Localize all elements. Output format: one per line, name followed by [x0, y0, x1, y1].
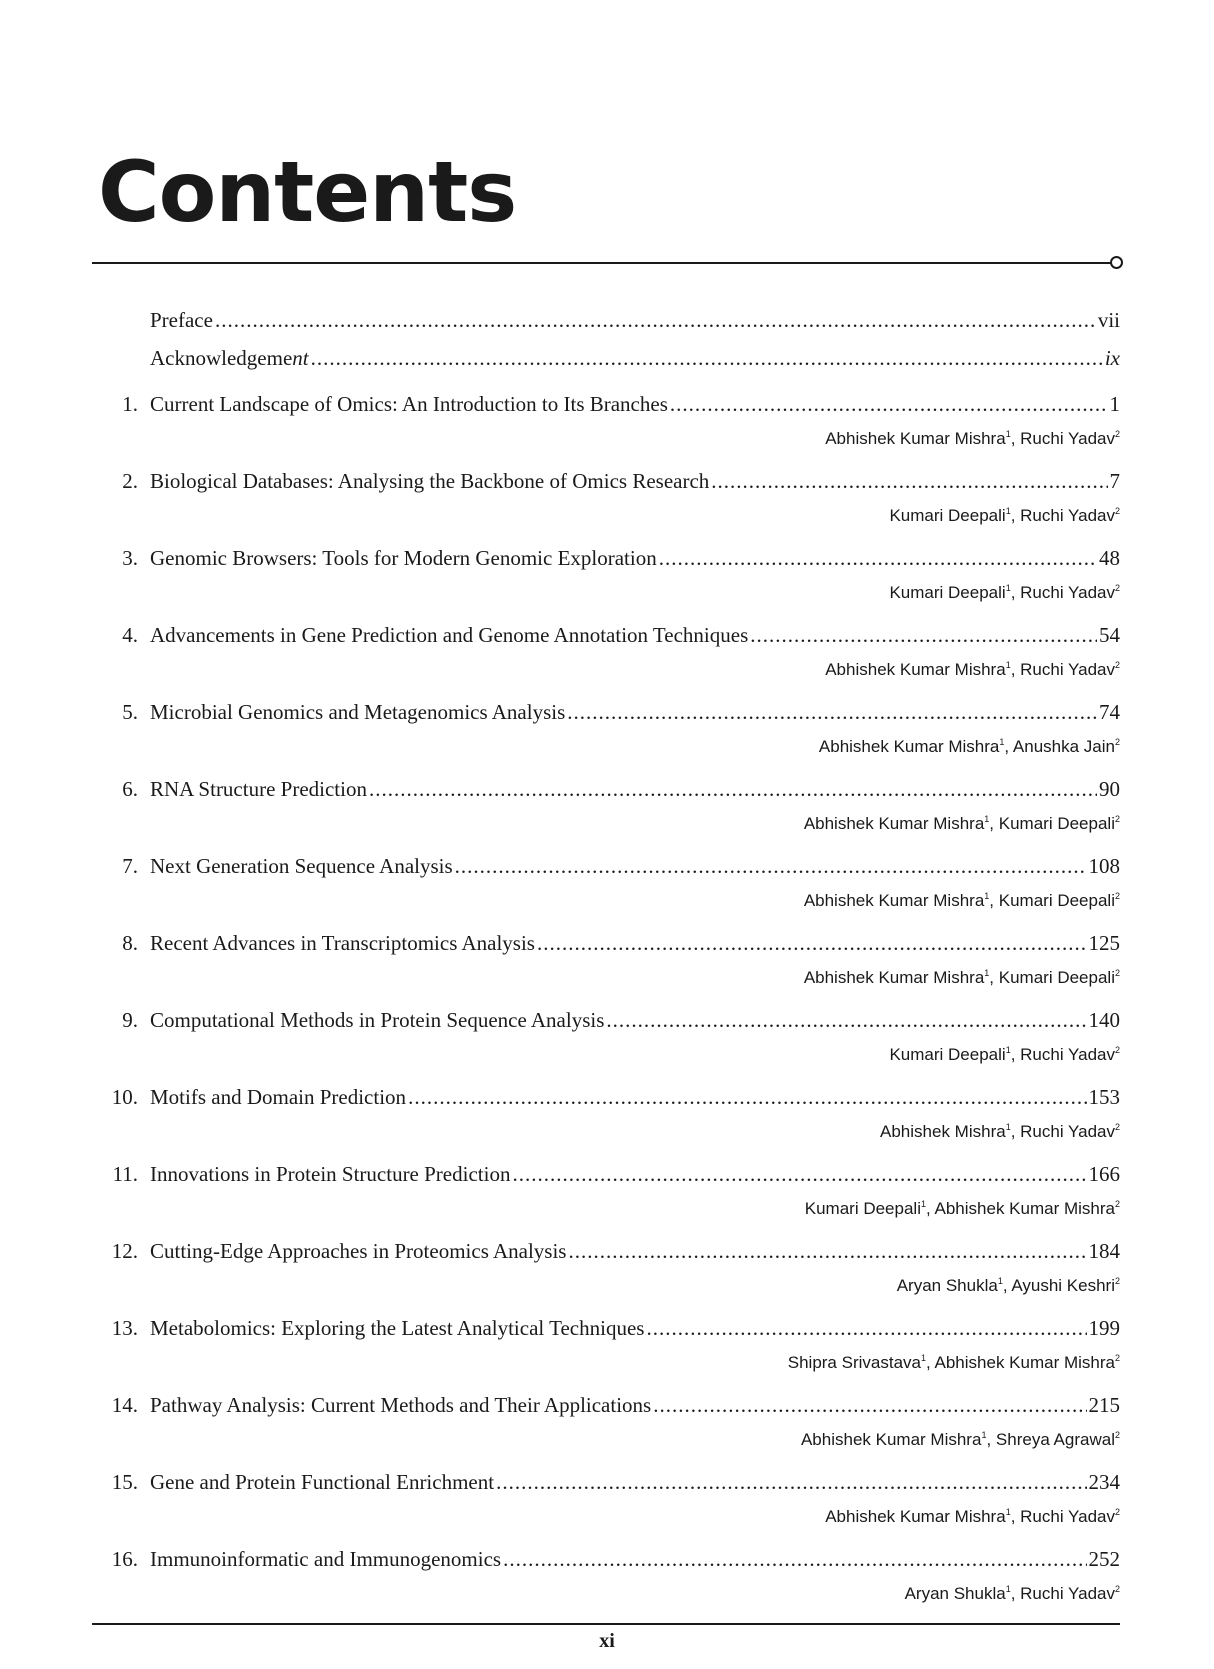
author-separator: ,: [1010, 1584, 1021, 1603]
chapter-title: RNA Structure Prediction: [150, 777, 367, 801]
author-name: Shreya Agrawal: [995, 1430, 1115, 1449]
chapter-authors: [889, 583, 1120, 607]
author-affiliation-mark: 2: [1114, 506, 1120, 516]
author-affiliation-mark: 1: [984, 891, 990, 901]
entry-title: [150, 308, 213, 333]
author-name: Kumari Deepali: [998, 891, 1115, 910]
author-separator: ,: [1010, 506, 1021, 525]
author-affiliation-mark: 2: [1114, 891, 1120, 901]
toc-entry-chapter[interactable]: [92, 546, 1120, 576]
chapter-title: Microbial Genomics and Metagenomics Analysis: [150, 700, 566, 724]
author-affiliation-mark: 2: [1114, 814, 1120, 824]
chapter-authors: [788, 1353, 1120, 1377]
chapter-page: 48: [1099, 546, 1120, 570]
chapter-title: Current Landscape of Omics: An Introduction to Its Branches: [150, 392, 668, 416]
author-affiliation-mark: 2: [1114, 1584, 1120, 1594]
chapter-number: 2.: [122, 469, 138, 493]
toc-entry-preface[interactable]: [92, 308, 1120, 338]
author-name: Abhishek Kumar Mishra: [800, 1430, 982, 1449]
chapter-title: Recent Advances in Transcriptomics Analysis: [150, 931, 535, 955]
chapter-authors: [801, 1430, 1120, 1454]
toc-entry-chapter[interactable]: [92, 1008, 1120, 1038]
chapter-page: 166: [1088, 1162, 1120, 1186]
entry-title-text: Acknowledgeme: [150, 346, 293, 370]
author-affiliation-mark: 1: [981, 1430, 987, 1440]
chapter-page: 140: [1088, 1008, 1120, 1032]
dot-leader: [750, 623, 1097, 648]
author-affiliation-mark: 2: [1114, 1430, 1120, 1440]
chapter-number: 4.: [122, 623, 138, 647]
dot-leader: [512, 1162, 1086, 1187]
author-separator: ,: [989, 814, 999, 833]
chapter-authors: [889, 506, 1120, 530]
chapter-title: Biological Databases: Analysing the Backbone of Omics Research: [150, 469, 710, 493]
dot-leader: [659, 546, 1097, 571]
chapter-page: 7: [1109, 469, 1120, 493]
author-affiliation-mark: 1: [997, 1276, 1003, 1286]
author-name: Abhishek Kumar Mishra: [934, 1353, 1115, 1372]
dot-leader: [670, 392, 1108, 417]
dot-leader: [496, 1470, 1086, 1495]
entry-page: ix: [1104, 346, 1120, 370]
author-affiliation-mark: 1: [920, 1353, 926, 1363]
chapter-title: Innovations in Protein Structure Prediction: [150, 1162, 511, 1186]
author-name: Kumari Deepali: [889, 583, 1006, 602]
toc-entry-chapter[interactable]: [92, 1547, 1120, 1577]
page-number: xi: [599, 1630, 615, 1652]
author-name: Kumari Deepali: [804, 1199, 921, 1218]
author-name: Abhishek Kumar Mishra: [803, 891, 985, 910]
author-separator: ,: [986, 1430, 996, 1449]
dot-leader: [537, 931, 1087, 956]
author-affiliation-mark: 1: [1005, 429, 1011, 439]
toc-entry-chapter[interactable]: [92, 1085, 1120, 1115]
author-name: Kumari Deepali: [998, 814, 1115, 833]
author-name: Abhishek Kumar Mishra: [803, 814, 985, 833]
chapter-title: Motifs and Domain Prediction: [150, 1085, 407, 1109]
dot-leader: [646, 1316, 1086, 1341]
author-separator: ,: [926, 1199, 935, 1218]
author-name: Ruchi Yadav: [1020, 1122, 1115, 1141]
author-name: Anushka Jain: [1012, 737, 1115, 756]
chapter-authors: [805, 1199, 1120, 1223]
chapter-number: 8.: [122, 931, 138, 955]
toc-entry-chapter[interactable]: [92, 1162, 1120, 1192]
author-separator: ,: [1010, 583, 1021, 602]
toc-entry-chapter[interactable]: [92, 1239, 1120, 1269]
toc-entry-acknowledgement[interactable]: [92, 346, 1120, 376]
chapter-authors: [905, 1584, 1120, 1608]
author-name: Abhishek Mishra: [880, 1122, 1006, 1141]
author-name: Kumari Deepali: [998, 968, 1115, 987]
dot-leader: [606, 1008, 1086, 1033]
chapter-authors: [880, 1122, 1120, 1146]
author-affiliation-mark: 1: [1005, 1122, 1011, 1132]
toc-entry-chapter[interactable]: [92, 700, 1120, 730]
chapter-page: 184: [1088, 1239, 1120, 1263]
toc-entry-chapter[interactable]: [92, 1393, 1120, 1423]
dot-leader: [455, 854, 1087, 879]
author-affiliation-mark: 1: [1005, 1045, 1011, 1055]
author-name: Ruchi Yadav: [1020, 1584, 1115, 1603]
chapter-title: Pathway Analysis: Current Methods and Their Applications: [150, 1393, 652, 1417]
author-affiliation-mark: 2: [1114, 583, 1120, 593]
author-separator: ,: [1004, 737, 1013, 756]
chapter-number: 12.: [111, 1239, 138, 1263]
author-name: Aryan Shukla: [904, 1584, 1006, 1603]
chapter-number: 14.: [111, 1393, 138, 1417]
author-affiliation-mark: 2: [1114, 968, 1120, 978]
author-name: Shipra Srivastava: [787, 1353, 921, 1372]
toc-entry-chapter[interactable]: [92, 854, 1120, 884]
author-affiliation-mark: 2: [1114, 660, 1120, 670]
author-name: Aryan Shukla: [896, 1276, 998, 1295]
footer-rule: [92, 1623, 1120, 1625]
chapter-number: 15.: [111, 1470, 138, 1494]
author-name: Kumari Deepali: [889, 506, 1006, 525]
author-affiliation-mark: 1: [1005, 1584, 1011, 1594]
dot-leader: [568, 1239, 1086, 1264]
dot-leader: [311, 346, 1103, 371]
page-title: Contents: [98, 143, 517, 241]
chapter-title: Metabolomics: Exploring the Latest Analytical Techniques: [150, 1316, 645, 1340]
toc-entry-chapter[interactable]: [92, 777, 1120, 807]
chapter-page: 215: [1088, 1393, 1120, 1417]
chapter-number: 11.: [112, 1162, 138, 1186]
chapter-authors: [897, 1276, 1120, 1300]
author-name: Ruchi Yadav: [1020, 506, 1115, 525]
chapter-title: Cutting-Edge Approaches in Proteomics Analysis: [150, 1239, 567, 1263]
author-name: Abhishek Kumar Mishra: [825, 429, 1006, 448]
author-separator: ,: [1010, 660, 1021, 679]
dot-leader: [653, 1393, 1086, 1418]
toc-entry-chapter[interactable]: [92, 1316, 1120, 1346]
author-affiliation-mark: 1: [920, 1199, 926, 1209]
toc-entry-chapter[interactable]: [92, 931, 1120, 961]
chapter-page: 153: [1088, 1085, 1120, 1109]
author-name: Ruchi Yadav: [1020, 1507, 1115, 1526]
author-affiliation-mark: 1: [984, 814, 990, 824]
author-affiliation-mark: 2: [1114, 429, 1120, 439]
author-affiliation-mark: 2: [1114, 1507, 1120, 1517]
title-rule: [92, 262, 1112, 264]
author-name: Ruchi Yadav: [1020, 1045, 1115, 1064]
author-name: Abhishek Kumar Mishra: [818, 737, 1000, 756]
author-name: Ayushi Keshri: [1011, 1276, 1115, 1295]
entry-title-text: Preface: [150, 308, 213, 332]
chapter-authors: [804, 814, 1120, 838]
chapter-title: Advancements in Gene Prediction and Genome Annotation Techniques: [150, 623, 749, 647]
author-affiliation-mark: 2: [1114, 737, 1120, 747]
chapter-title: Immunoinformatic and Immunogenomics: [150, 1547, 502, 1571]
author-name: Abhishek Kumar Mishra: [934, 1199, 1115, 1218]
toc-entry-chapter[interactable]: [92, 1470, 1120, 1500]
author-separator: ,: [989, 968, 999, 987]
dot-leader: [369, 777, 1097, 802]
author-name: Abhishek Kumar Mishra: [825, 1507, 1006, 1526]
chapter-title: Computational Methods in Protein Sequence Analysis: [150, 1008, 605, 1032]
chapter-authors: [819, 737, 1120, 761]
chapter-page: 108: [1088, 854, 1120, 878]
chapter-page: 1: [1109, 392, 1120, 416]
author-name: Ruchi Yadav: [1020, 583, 1115, 602]
author-name: Abhishek Kumar Mishra: [803, 968, 985, 987]
chapter-authors: [804, 891, 1120, 915]
author-name: Ruchi Yadav: [1020, 660, 1115, 679]
author-affiliation-mark: 1: [1005, 583, 1011, 593]
entry-title: [150, 346, 309, 371]
author-separator: ,: [989, 891, 999, 910]
chapter-page: 234: [1088, 1470, 1120, 1494]
chapter-number: 6.: [122, 777, 138, 801]
author-affiliation-mark: 2: [1114, 1276, 1120, 1286]
chapter-authors: [825, 1507, 1120, 1531]
author-affiliation-mark: 1: [1005, 660, 1011, 670]
chapter-authors: [889, 1045, 1120, 1069]
author-affiliation-mark: 1: [1005, 506, 1011, 516]
author-name: Abhishek Kumar Mishra: [825, 660, 1006, 679]
chapter-title: Next Generation Sequence Analysis: [150, 854, 453, 878]
dot-leader: [503, 1547, 1086, 1572]
author-affiliation-mark: 2: [1114, 1045, 1120, 1055]
chapter-number: 13.: [111, 1316, 138, 1340]
author-name: Ruchi Yadav: [1020, 429, 1115, 448]
title-rule-end-circle: [1110, 256, 1123, 269]
author-affiliation-mark: 2: [1114, 1353, 1120, 1363]
author-separator: ,: [1010, 1045, 1021, 1064]
chapter-page: 252: [1088, 1547, 1120, 1571]
chapter-number: 1.: [122, 392, 138, 416]
author-separator: ,: [926, 1353, 935, 1372]
dot-leader: [711, 469, 1107, 494]
author-affiliation-mark: 1: [1005, 1507, 1011, 1517]
chapter-page: 90: [1099, 777, 1120, 801]
entry-page: vii: [1097, 308, 1120, 332]
chapter-authors: [825, 429, 1120, 453]
author-affiliation-mark: 1: [984, 968, 990, 978]
chapter-number: 3.: [122, 546, 138, 570]
author-separator: ,: [1002, 1276, 1012, 1295]
chapter-authors: [825, 660, 1120, 684]
dot-leader: [408, 1085, 1086, 1110]
chapter-number: 10.: [111, 1085, 138, 1109]
chapter-page: 125: [1088, 931, 1120, 955]
chapter-page: 199: [1088, 1316, 1120, 1340]
toc-entry-chapter[interactable]: [92, 392, 1120, 422]
chapter-number: 5.: [122, 700, 138, 724]
dot-leader: [567, 700, 1097, 725]
toc-entry-chapter[interactable]: [92, 623, 1120, 653]
chapter-number: 16.: [111, 1547, 138, 1571]
chapter-number: 7.: [122, 854, 138, 878]
chapter-page: 54: [1099, 623, 1120, 647]
author-separator: ,: [1010, 429, 1021, 448]
chapter-page: 74: [1099, 700, 1120, 724]
entry-title-italic-tail: nt: [292, 346, 309, 370]
dot-leader: [215, 308, 1096, 333]
author-affiliation-mark: 1: [999, 737, 1005, 747]
author-separator: ,: [1010, 1507, 1021, 1526]
chapter-authors: [804, 968, 1120, 992]
chapter-title: Gene and Protein Functional Enrichment: [150, 1470, 495, 1494]
author-affiliation-mark: 2: [1114, 1122, 1120, 1132]
chapter-number: 9.: [122, 1008, 138, 1032]
chapter-title: Genomic Browsers: Tools for Modern Genomic Exploration: [150, 546, 657, 570]
author-name: Kumari Deepali: [889, 1045, 1006, 1064]
author-affiliation-mark: 2: [1114, 1199, 1120, 1209]
toc-entry-chapter[interactable]: [92, 469, 1120, 499]
author-separator: ,: [1010, 1122, 1021, 1141]
